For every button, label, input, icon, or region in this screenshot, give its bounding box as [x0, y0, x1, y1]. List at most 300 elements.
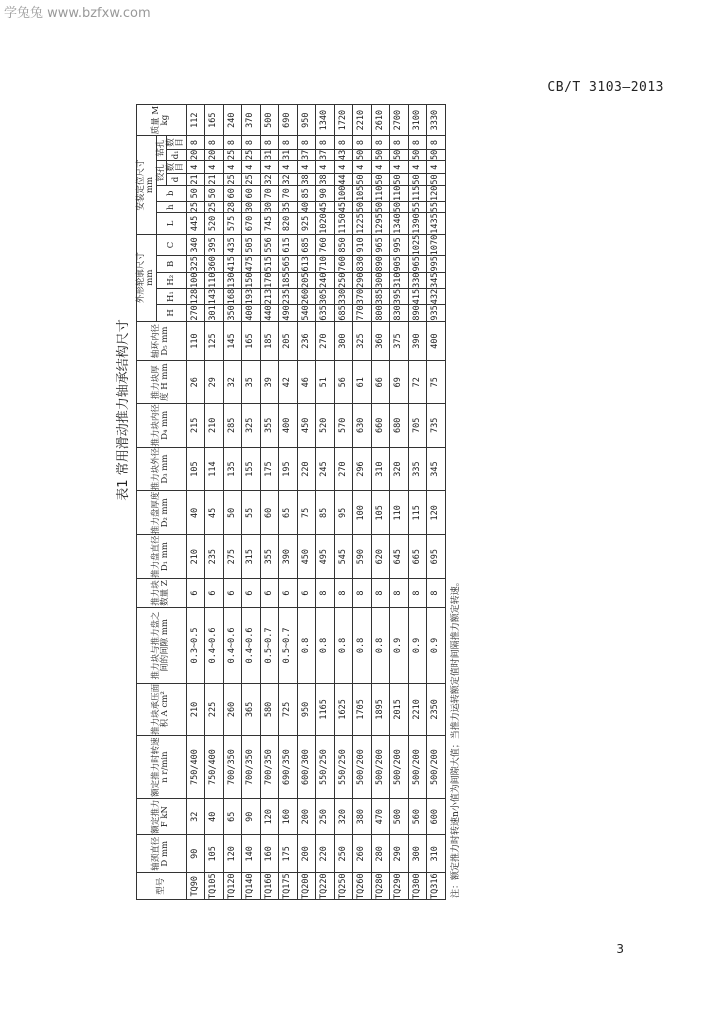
table-cell: TQ220 [316, 873, 335, 900]
table-cell: 995 [427, 256, 446, 272]
table-row [427, 105, 446, 900]
table-cell: 50 [353, 149, 372, 160]
table-cell: 8 [390, 579, 409, 608]
table-cell: 25 [205, 201, 224, 212]
table-cell: 690 [279, 105, 298, 136]
table-cell: 380 [353, 799, 372, 835]
table-cell: 350 [223, 305, 242, 321]
table-cell: 45 [316, 201, 335, 212]
table-cell: 280 [371, 835, 390, 873]
col-header: 数目 [167, 160, 187, 173]
table-cell: 235 [279, 288, 298, 304]
table-cell: 110 [390, 185, 409, 201]
table-cell: 66 [371, 361, 390, 403]
table-cell: 55 [427, 201, 446, 212]
table-cell: 8 [334, 579, 353, 608]
col-header: 推力块数量 Z [137, 579, 187, 608]
table-cell: 375 [390, 321, 409, 361]
table-cell: 2210 [408, 683, 427, 735]
table-cell: 168 [223, 288, 242, 304]
table-cell: 590 [353, 535, 372, 579]
table-row [242, 105, 261, 900]
table-cell: 220 [316, 835, 335, 873]
table-cell: 325 [186, 256, 205, 272]
table-cell: 1070 [427, 234, 446, 255]
table-cell: 31 [279, 149, 298, 160]
table-cell: 965 [371, 234, 390, 255]
table-cell: 1165 [316, 683, 335, 735]
table-cell: 8 [390, 136, 409, 149]
table-cell: 305 [316, 288, 335, 304]
col-header: C [156, 234, 186, 255]
col-header: 推力块厚度 H mm [137, 361, 187, 403]
table-cell: 440 [260, 305, 279, 321]
table-cell: 35 [279, 201, 298, 212]
col-header: d₁ [167, 149, 187, 160]
table-cell: 115 [408, 185, 427, 201]
table-cell: 0.5~0.7 [260, 608, 279, 684]
col-header: d [167, 174, 187, 185]
table-cell: 4 [205, 160, 224, 173]
table-cell: 300 [408, 835, 427, 873]
table-cell: 965 [408, 256, 427, 272]
table-cell: 8 [186, 136, 205, 149]
table-cell: 320 [334, 799, 353, 835]
table-cell: 270 [334, 447, 353, 491]
table-cell: 120 [260, 799, 279, 835]
table-cell: 110 [371, 185, 390, 201]
table-cell: 205 [297, 272, 316, 288]
table-cell: 50 [186, 185, 205, 201]
table-cell: 905 [390, 256, 409, 272]
table-cell: 69 [390, 361, 409, 403]
table-cell: 495 [316, 535, 335, 579]
table-cell: 400 [427, 321, 446, 361]
table-cell: 65 [223, 799, 242, 835]
table-cell: 8 [427, 579, 446, 608]
table-cell: 165 [205, 105, 224, 136]
table-cell: 29 [205, 361, 224, 403]
table-cell: 38 [297, 174, 316, 185]
table-cell: 505 [242, 234, 261, 255]
table-cell: 50 [353, 201, 372, 212]
table-cell: 8 [205, 136, 224, 149]
col-header: H [156, 305, 186, 321]
table-cell: 31 [260, 149, 279, 160]
table-cell: 301 [205, 305, 224, 321]
table-cell: 600 [427, 799, 446, 835]
table-cell: 185 [260, 321, 279, 361]
outline-group-header [137, 234, 157, 321]
table-cell: 1340 [316, 105, 335, 136]
table-cell: TQ120 [223, 873, 242, 900]
col-header: 推力块外径 D₃ mm [137, 447, 187, 491]
table-cell: 710 [316, 256, 335, 272]
table-cell: 50 [371, 149, 390, 160]
table-cell: 355 [260, 403, 279, 447]
col-header: 推力盘厚度 D₂ mm [137, 491, 187, 535]
table-cell: 75 [427, 361, 446, 403]
table-cell: 8 [223, 136, 242, 149]
table-cell: 0.8 [316, 608, 335, 684]
table-cell: 50 [390, 174, 409, 185]
table-cell: 345 [427, 272, 446, 288]
table-cell: 90 [242, 799, 261, 835]
table-cell: 236 [297, 321, 316, 361]
table-cell: 0.9 [427, 608, 446, 684]
table-cell: 270 [316, 321, 335, 361]
table-cell: 565 [279, 256, 298, 272]
table-cell: 490 [279, 305, 298, 321]
table-cell: 50 [408, 174, 427, 185]
outline-group-label: 外形轮廓尺寸 [136, 252, 146, 304]
table-cell: 120 [427, 185, 446, 201]
table-cell: TQ260 [353, 873, 372, 900]
table-cell: 935 [427, 305, 446, 321]
table-cell: 500/200 [371, 735, 390, 798]
table-cell: 25 [223, 149, 242, 160]
table-cell: 950 [297, 105, 316, 136]
table-row [334, 105, 353, 900]
table-cell: 51 [316, 361, 335, 403]
table-cell: 6 [205, 579, 224, 608]
table-cell: 21 [186, 174, 205, 185]
table-cell: 110 [186, 321, 205, 361]
table-cell: 60 [223, 185, 242, 201]
table-cell: TQ160 [260, 873, 279, 900]
table-cell: 500 [260, 105, 279, 136]
table-cell: 300 [371, 272, 390, 288]
table-cell: 50 [223, 491, 242, 535]
table-cell: 4 [260, 160, 279, 173]
table-cell: 193 [242, 288, 261, 304]
table-cell: 30 [242, 201, 261, 212]
table-cell: 680 [390, 403, 409, 447]
table-cell: TQ175 [279, 873, 298, 900]
table-cell: 60 [260, 491, 279, 535]
table-cell: 50 [427, 149, 446, 160]
table-cell: 70 [260, 185, 279, 201]
table-cell: 8 [353, 136, 372, 149]
table-cell: 450 [297, 535, 316, 579]
col-header: 额定推力 F kN [137, 799, 187, 835]
table-cell: 6 [279, 579, 298, 608]
table-cell: 1625 [334, 683, 353, 735]
table-cell: 200 [297, 799, 316, 835]
table-cell: 105 [371, 491, 390, 535]
table-cell: 35 [242, 361, 261, 403]
table-cell: 26 [186, 361, 205, 403]
table-cell: 8 [427, 136, 446, 149]
table-cell: 50 [390, 149, 409, 160]
table-cell: 110 [205, 272, 224, 288]
table-cell: 0.9 [408, 608, 427, 684]
table-cell: 435 [223, 234, 242, 255]
table-cell: 39 [260, 361, 279, 403]
table-cell: 700/350 [260, 735, 279, 798]
table-cell: 55 [242, 491, 261, 535]
table-cell: 750/400 [205, 735, 224, 798]
table-cell: 550/250 [316, 735, 335, 798]
table-cell: 43 [334, 149, 353, 160]
table-cell: TQ200 [297, 873, 316, 900]
table-cell: 1720 [334, 105, 353, 136]
col-header: H₁ [156, 288, 186, 304]
table-cell: 50 [408, 149, 427, 160]
table-cell: 155 [242, 447, 261, 491]
install-group-label: 安装定位尺寸 [136, 159, 146, 211]
table-cell: 4 [390, 160, 409, 173]
table-cell: 270 [186, 305, 205, 321]
table-cell: 115 [408, 491, 427, 535]
table-cell: 250 [334, 835, 353, 873]
table-cell: 475 [242, 256, 261, 272]
table-row [371, 105, 390, 900]
table-cell: 0.9 [390, 608, 409, 684]
table-cell: 165 [242, 321, 261, 361]
table-cell: 6 [297, 579, 316, 608]
table-cell: 150 [242, 272, 261, 288]
table-cell: 44 [334, 174, 353, 185]
table-cell: 735 [427, 403, 446, 447]
table-cell: 72 [408, 361, 427, 403]
table-cell: 335 [408, 447, 427, 491]
table-row [223, 105, 242, 900]
rotated-table-container [136, 80, 461, 900]
table-cell: 260 [297, 288, 316, 304]
col-header: L [156, 213, 186, 234]
table-cell: TQ290 [390, 873, 409, 900]
table-cell: 215 [186, 403, 205, 447]
table-cell: 120 [427, 491, 446, 535]
table-cell: 500/200 [390, 735, 409, 798]
table-row [205, 105, 224, 900]
table-cell: 635 [316, 305, 335, 321]
table-cell: TQ280 [371, 873, 390, 900]
col-header: B [156, 256, 186, 272]
table-cell: 38 [316, 174, 335, 185]
table-cell: TQ316 [427, 873, 446, 900]
table-cell: TQ300 [408, 873, 427, 900]
table-cell: TQ250 [334, 873, 353, 900]
table-cell: 6 [260, 579, 279, 608]
table-cell: 0.8 [353, 608, 372, 684]
table-cell: 995 [390, 234, 409, 255]
table-cell: 105 [186, 447, 205, 491]
table-cell: 100 [353, 491, 372, 535]
table-cell: 50 [371, 201, 390, 212]
install-group-header [137, 136, 157, 234]
table-cell: 112 [186, 105, 205, 136]
table-cell: TQ140 [242, 873, 261, 900]
table-cell: 500 [390, 799, 409, 835]
table-cell: 8 [242, 136, 261, 149]
table-cell: 37 [316, 149, 335, 160]
table-cell: 395 [205, 234, 224, 255]
table-cell: 2610 [371, 105, 390, 136]
table-cell: 28 [223, 201, 242, 212]
table-cell: 345 [427, 447, 446, 491]
table-cell: 690/350 [279, 735, 298, 798]
table-cell: 25 [242, 174, 261, 185]
col-header: 额定推力时转速 n r/min [137, 735, 187, 798]
table-cell: 250 [334, 272, 353, 288]
table-cell: 470 [371, 799, 390, 835]
table-cell: 685 [334, 305, 353, 321]
table-cell: 2015 [390, 683, 409, 735]
page-number: 3 [616, 942, 624, 956]
table-cell: 140 [242, 835, 261, 873]
table-cell: 290 [353, 272, 372, 288]
table-cell: 195 [279, 447, 298, 491]
table-cell: 300 [334, 321, 353, 361]
table-cell: 8 [316, 136, 335, 149]
table-cell: 85 [316, 491, 335, 535]
table-cell: 390 [279, 535, 298, 579]
table-cell: 770 [353, 305, 372, 321]
col-header: h [156, 201, 186, 212]
table-cell: 850 [334, 234, 353, 255]
table-cell: 70 [279, 185, 298, 201]
table-cell: 760 [334, 256, 353, 272]
table-cell: 25 [242, 149, 261, 160]
table-cell: 85 [297, 185, 316, 201]
table-cell: 370 [353, 288, 372, 304]
table-cell: 1340 [390, 213, 409, 234]
table-cell: 125 [205, 321, 224, 361]
table-cell: 645 [390, 535, 409, 579]
table-cell: 325 [353, 321, 372, 361]
table-cell: 575 [223, 213, 242, 234]
table-cell: 1295 [371, 213, 390, 234]
table-cell: 450 [297, 403, 316, 447]
table-note: 注：额定推力时转速n小值为间隙大值；当推力运转额定值时间隔推力额定转速。 [450, 577, 461, 898]
table-cell: 360 [205, 256, 224, 272]
table-cell: 8 [316, 579, 335, 608]
table-cell: 210 [186, 535, 205, 579]
table-cell: 4 [316, 160, 335, 173]
table-row [297, 105, 316, 900]
table-cell: TQ105 [205, 873, 224, 900]
table-cell: 415 [223, 256, 242, 272]
table-cell: 570 [334, 403, 353, 447]
table-cell: 725 [279, 683, 298, 735]
table-cell: 240 [223, 105, 242, 136]
table-cell: 8 [334, 136, 353, 149]
table-cell: 75 [297, 491, 316, 535]
table-cell: 830 [390, 305, 409, 321]
table-cell: 0.3~0.5 [186, 608, 205, 684]
table-cell: 890 [408, 305, 427, 321]
table-cell: 560 [408, 799, 427, 835]
table-cell: 65 [279, 491, 298, 535]
table-cell: 46 [297, 361, 316, 403]
table-cell: 210 [205, 403, 224, 447]
table-cell: 61 [353, 361, 372, 403]
table-cell: 385 [371, 288, 390, 304]
table-cell: 220 [297, 447, 316, 491]
table-cell: 325 [242, 403, 261, 447]
table-cell: 8 [408, 136, 427, 149]
table-cell: 210 [186, 683, 205, 735]
table-cell: 105 [205, 835, 224, 873]
table-cell: 4 [408, 160, 427, 173]
table-cell: 390 [408, 321, 427, 361]
table-cell: 800 [371, 305, 390, 321]
table-cell: 1150 [334, 213, 353, 234]
table-cell: 105 [353, 185, 372, 201]
table-cell: 50 [353, 174, 372, 185]
table-cell: 185 [279, 272, 298, 288]
table-cell: 615 [279, 234, 298, 255]
table-cell: 620 [371, 535, 390, 579]
table-cell: 820 [279, 213, 298, 234]
table-cell: 660 [371, 403, 390, 447]
table-cell: 760 [316, 234, 335, 255]
outline-group-unit: mm [145, 269, 156, 286]
table-cell: 310 [371, 447, 390, 491]
table-cell: 260 [353, 835, 372, 873]
table-cell: 175 [279, 835, 298, 873]
table-cell: 395 [390, 288, 409, 304]
table-cell: TQ90 [186, 873, 205, 900]
table-cell: 240 [316, 272, 335, 288]
table-cell: 0.8 [334, 608, 353, 684]
table-cell: 695 [427, 535, 446, 579]
table-cell: 1225 [353, 213, 372, 234]
table-cell: 90 [316, 185, 335, 201]
table-cell: 8 [371, 579, 390, 608]
table-cell: 600/300 [297, 735, 316, 798]
table-cell: 1705 [353, 683, 372, 735]
col-header: 推力块内径 D₄ mm [137, 403, 187, 447]
table-cell: 95 [334, 491, 353, 535]
table-cell: 665 [408, 535, 427, 579]
table-cell: 8 [353, 579, 372, 608]
table-cell: 25 [223, 174, 242, 185]
table-row [260, 105, 279, 900]
table-cell: 145 [223, 321, 242, 361]
table-cell: 20 [186, 149, 205, 160]
table-cell: 700/350 [223, 735, 242, 798]
table-cell: 143 [205, 288, 224, 304]
table-cell: 745 [260, 213, 279, 234]
table-cell: 20 [205, 149, 224, 160]
col-header: H₂ [156, 272, 186, 288]
table-cell: 550/250 [334, 735, 353, 798]
col-header: 推力盘直径 D₁ mm [137, 535, 187, 579]
table-cell: 2210 [353, 105, 372, 136]
table-cell: 500/200 [427, 735, 446, 798]
table-cell: 910 [353, 234, 372, 255]
table-cell: 520 [205, 213, 224, 234]
table-cell: 613 [297, 256, 316, 272]
table-cell: 355 [260, 535, 279, 579]
table-cell: 296 [353, 447, 372, 491]
table-cell: 290 [390, 835, 409, 873]
table-cell: 685 [297, 234, 316, 255]
table-cell: 0.4~0.6 [242, 608, 261, 684]
table-cell: 545 [334, 535, 353, 579]
table-cell: 400 [279, 403, 298, 447]
bearing-dimension-table [136, 104, 446, 900]
table-cell: 6 [223, 579, 242, 608]
table-cell: 213 [260, 288, 279, 304]
table-cell: 2700 [390, 105, 409, 136]
table-cell: 3100 [408, 105, 427, 136]
table-row [353, 105, 372, 900]
table-cell: 1895 [371, 683, 390, 735]
